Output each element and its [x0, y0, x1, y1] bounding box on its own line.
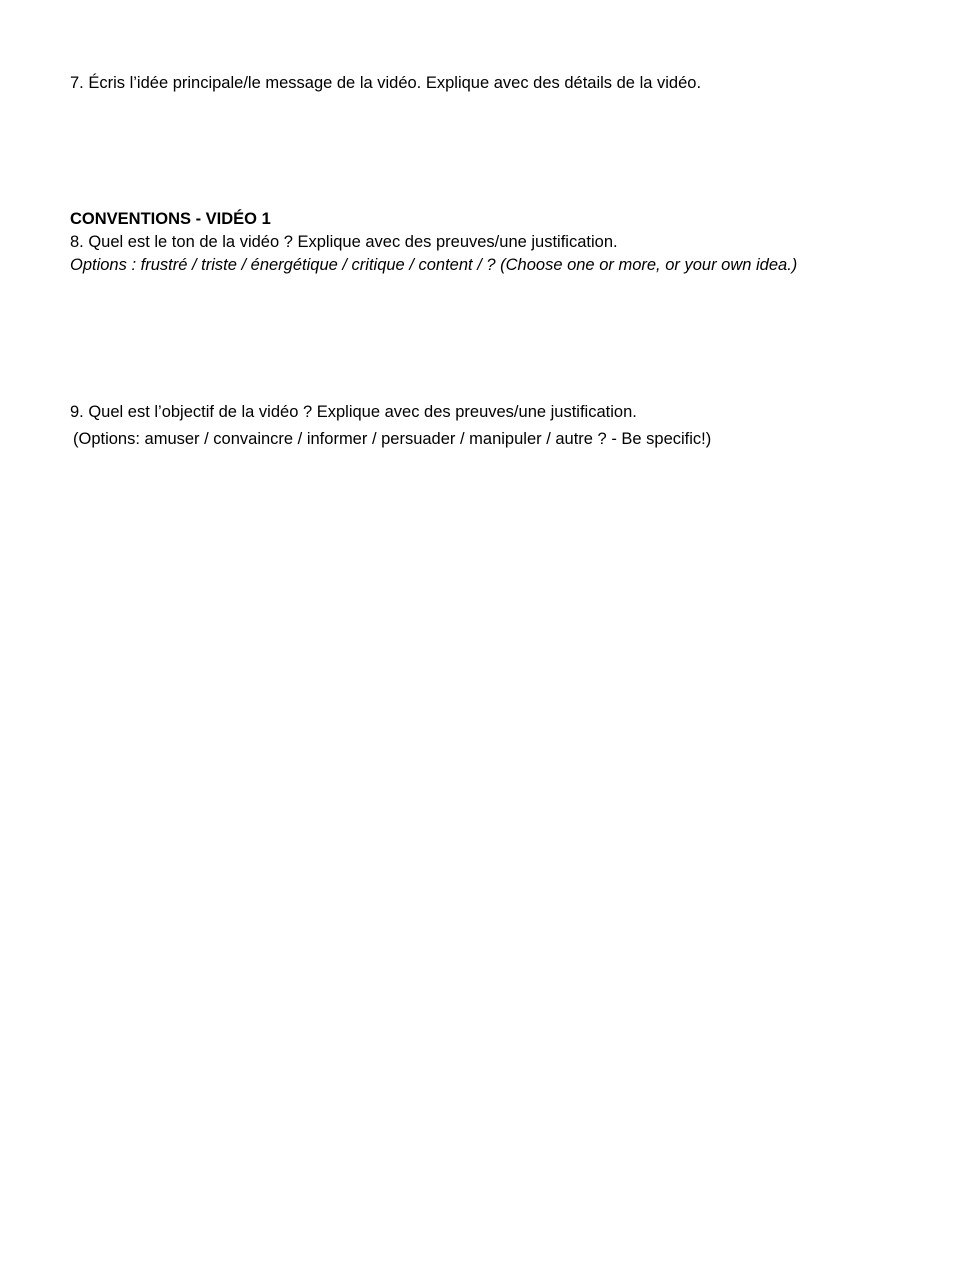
question-8: 8. Quel est le ton de la vidéo ? Explique avec des preuves/une justification.	[70, 233, 618, 251]
question-9: 9. Quel est l’objectif de la vidéo ? Explique avec des preuves/une justification.	[70, 403, 637, 421]
question-7: 7. Écris l’idée principale/le message de la vidéo. Explique avec des détails de la vidéo.	[70, 74, 702, 92]
question-8-options: Options : frustré / triste / énergétique / critique / content / ? (Choose one or more, or your own idea.)	[70, 256, 798, 274]
section-heading-conventions: CONVENTIONS - VIDÉO 1	[70, 210, 271, 228]
question-9-options: (Options: amuser / convaincre / informer / persuader / manipuler / autre ? - Be specific!)	[73, 430, 712, 448]
